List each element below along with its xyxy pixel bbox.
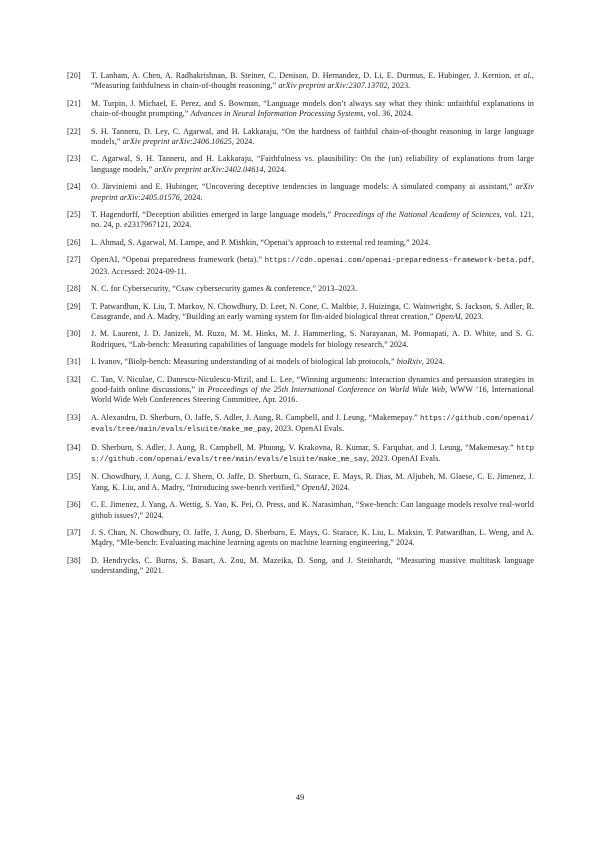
reference-text-segment: T. Patwardhan, K. Liu, T. Markov, N. Chowdhury, D. Leet, N. Cone, C. Maltbie, J. Huizinga, C. Wainwright, S. Jackson, S. Adler, R. Casagrande, and A. Madry, “Building an early warning system for llm-aided biological threat creation,” [91,301,534,321]
reference-label: [33] [67,412,81,422]
reference-text-segment: , “Measuring faithfulness in chain-of-thought reasoning,” [91,71,534,91]
reference-text-segment: N. Chowdhury, J. Aung, C. J. Shern, O. Jaffe, D. Sherburn, G. Starace, E. Mays, R. Dias, M. Aljubeh, M. Glaese, C. E. Jimenez, J. Yang, K. Liu, and A. Madry, “Introducing swe-bench verified,” [91,472,534,492]
reference-venue-text: arXiv preprint arXiv:2402.04614 [154,164,264,174]
reference-text [91,99,534,118]
reference-text-segment: , 2024. [231,137,255,147]
reference-text-segment: C. E. Jimenez, J. Yang, A. Wettig, S. Yao, K. Pei, O. Press, and K. Narasimhan, “Swe-bench: Can language models resolve real-world github issues?,” 2024. [91,500,534,520]
reference-item [67,284,534,294]
reference-venue-text: bioRxiv [396,357,422,367]
reference-text [91,329,534,348]
reference-text [91,302,534,321]
reference-text [91,71,534,90]
reference-text [91,154,534,173]
reference-label: [37] [67,528,81,537]
reference-text-segment: , 2023. OpenAI Evals. [270,424,345,434]
reference-label: [28] [67,284,81,294]
reference-text-segment: I. Ivanov, “Biolp-bench: Measuring understanding of ai models of biological lab protocols,” [91,357,397,367]
reference-text-segment: D. Hendrycks, C. Burns, S. Basart, A. Zou, M. Mazeika, D. Song, and J. Steinhardt, “Measuring massive multitask language understanding,” 2021. [91,555,534,576]
reference-label: [25] [67,210,81,220]
reference-item [67,127,534,148]
reference-text-segment: , 2023. OpenAI Evals. [366,453,441,463]
reference-text-segment: , vol. 36, 2024. [363,109,414,119]
reference-item [67,210,534,231]
reference-text-segment: O. Järviniemi and E. Hubinger, “Uncovering deceptive tendencies in language models: A simulated company ai assistant,” [91,182,516,192]
reference-venue-text: et al. [514,71,532,80]
reference-label: [32] [67,374,81,384]
reference-item [67,329,534,350]
reference-venue-text: arXiv preprint arXiv:2406.10625 [122,137,232,147]
reference-text-segment: N. C. for Cybersecurity, “Csaw cybersecurity games & conference,” 2013–2023. [91,284,358,294]
reference-text [91,357,445,366]
reference-text-segment: , 2024. [179,192,203,202]
reference-url-link[interactable]: https://cdn.openai.com/openai-preparedness-framework-beta.pdf [264,257,532,266]
reference-text [91,238,430,247]
reference-label: [26] [67,237,81,247]
reference-item [67,556,534,577]
reference-label: [31] [67,357,81,367]
reference-label: [34] [67,442,81,452]
reference-venue-text: OpenAI [435,311,461,321]
reference-text [91,375,534,405]
reference-venue-text: arXiv preprint arXiv:2405.01576 [91,182,534,202]
reference-label: [24] [67,182,81,192]
reference-item [67,413,534,436]
reference-text-segment: T. Hagendorff, “Deception abilities emerged in large language models,” [91,210,334,220]
reference-item [67,71,534,92]
reference-label: [20] [67,71,81,80]
reference-text-segment: , 2023. [387,81,411,91]
reference-text [91,528,534,547]
reference-label: [29] [67,301,81,311]
reference-text-segment: , 2024. [263,164,287,174]
reference-text-segment: A. Alexandru, D. Sherburn, O. Jaffe, S. Adler, J. Aung, R. Campbell, and J. Leung, “Makemepay.” [91,412,421,422]
reference-text [91,443,534,463]
reference-url-link[interactable]: https://github.com/openai/evals/tree/main/evals/elsuite/make_me_pay [91,414,534,435]
reference-item [67,255,534,277]
reference-text-segment: L. Ahmad, S. Agarwal, M. Lampe, and P. Mishkin, “Openai’s approach to external red teaming,” 2024. [91,237,431,247]
reference-text-segment: M. Turpin, J. Michael, E. Perez, and S. Bowman, “Language models don’t always say what they think: unfaithful explanations in chain-of-thought prompting,” [91,98,534,119]
reference-label: [27] [67,255,81,265]
reference-item [67,443,534,466]
reference-item [67,472,534,493]
reference-item [67,528,534,549]
reference-item [67,375,534,406]
reference-text-segment: , vol. 121, no. 24, p. e2317967121, 2024. [91,210,534,230]
reference-text [91,413,534,433]
reference-label: [35] [67,472,81,482]
reference-label: [23] [67,154,81,164]
reference-text [91,556,534,575]
reference-item [67,238,534,248]
reference-text [91,255,534,275]
reference-text-segment: T. Lanham, A. Chen, A. Radhakrishnan, B. Steiner, C. Denison, D. Hernandez, D. Li, E. Durmus, E. Hubinger, J. Kernion, [91,71,515,80]
reference-label: [30] [67,329,81,339]
reference-text-segment: , 2023. [460,311,484,321]
reference-url-link[interactable]: https://github.com/openai/evals/tree/main/evals/elsuite/make_me_say [91,444,534,464]
reference-text-segment: D. Sherburn, S. Adler, J. Aung, R. Campbell, M. Phuong, V. Krakovna, R. Kumar, S. Farquhar, and J. Leung, “Makemesay.” [91,442,517,452]
references-list [67,71,534,584]
reference-text-segment: J. S. Chan, N. Chowdhury, O. Jaffe, J. Aung, D. Sherburn, E. Mays, G. Starace, K. Liu, L. Maksin, T. Patwardhan, L. Weng, and A. Mądry, “Mle-bench: Evaluating machine learning agents on machine learning engineering,” 2024. [91,528,534,548]
reference-text-segment: , 2023. Accessed: 2024-09-11. [91,255,534,276]
reference-text [91,500,534,519]
reference-text-segment: C. Agarwal, S. H. Tanneru, and H. Lakkaraju, “Faithfulness vs. plausibility: On the (un) reliability of explanations from large language models,” [91,154,534,174]
reference-text-segment: OpenAI, “Openai preparedness framework (beta).” [91,255,265,265]
reference-item [67,99,534,120]
reference-text-segment: , WWW ’16, International World Wide Web Conferences Steering Committee, Apr. 2016. [91,384,534,405]
reference-text-segment: J. M. Laurent, J. D. Janizek, M. Ruzo, M. M. Hinks, M. J. Hammerling, S. Narayanan, M. Ponnapati, A. D. White, and S. G. Rodriques, “Lab-bench: Measuring capabilities of language models for biology research,” 2024. [91,329,534,349]
reference-text-segment: S. H. Tanneru, D. Ley, C. Agarwal, and H. Lakkaraju, “On the hardness of faithful chain-of-thought reasoning in large language models,” [91,126,534,147]
reference-item [67,182,534,203]
reference-text-segment: , 2024. [421,357,445,367]
reference-venue-text: Advances in Neural Information Processing Systems [190,109,364,119]
reference-text-segment: , 2024. [327,482,351,492]
reference-text [91,284,357,293]
reference-label: [38] [67,555,81,565]
reference-label: [22] [67,126,81,136]
reference-text [91,127,534,146]
reference-venue-text: Proceedings of the National Academy of Sciences [333,210,500,220]
reference-venue-text: arXiv preprint arXiv:2307.13702 [278,81,388,91]
reference-item [67,154,534,175]
reference-item [67,302,534,323]
reference-item [67,500,534,521]
reference-venue-text: Proceedings of the 25th International Conference on World Wide Web [207,384,446,394]
reference-text [91,182,534,201]
reference-label: [36] [67,500,81,510]
reference-venue-text: OpenAI [301,482,328,492]
reference-item [67,357,534,367]
reference-text-segment: C. Tan, V. Niculae, C. Danescu-Niculescu-Mizil, and L. Lee, “Winning arguments: Interaction dynamics and persuasion strategies in good-faith online discussions,” in [91,374,534,394]
reference-text [91,472,534,491]
page-number: 49 [295,792,305,802]
reference-label: [21] [67,98,81,108]
reference-text [91,210,534,229]
